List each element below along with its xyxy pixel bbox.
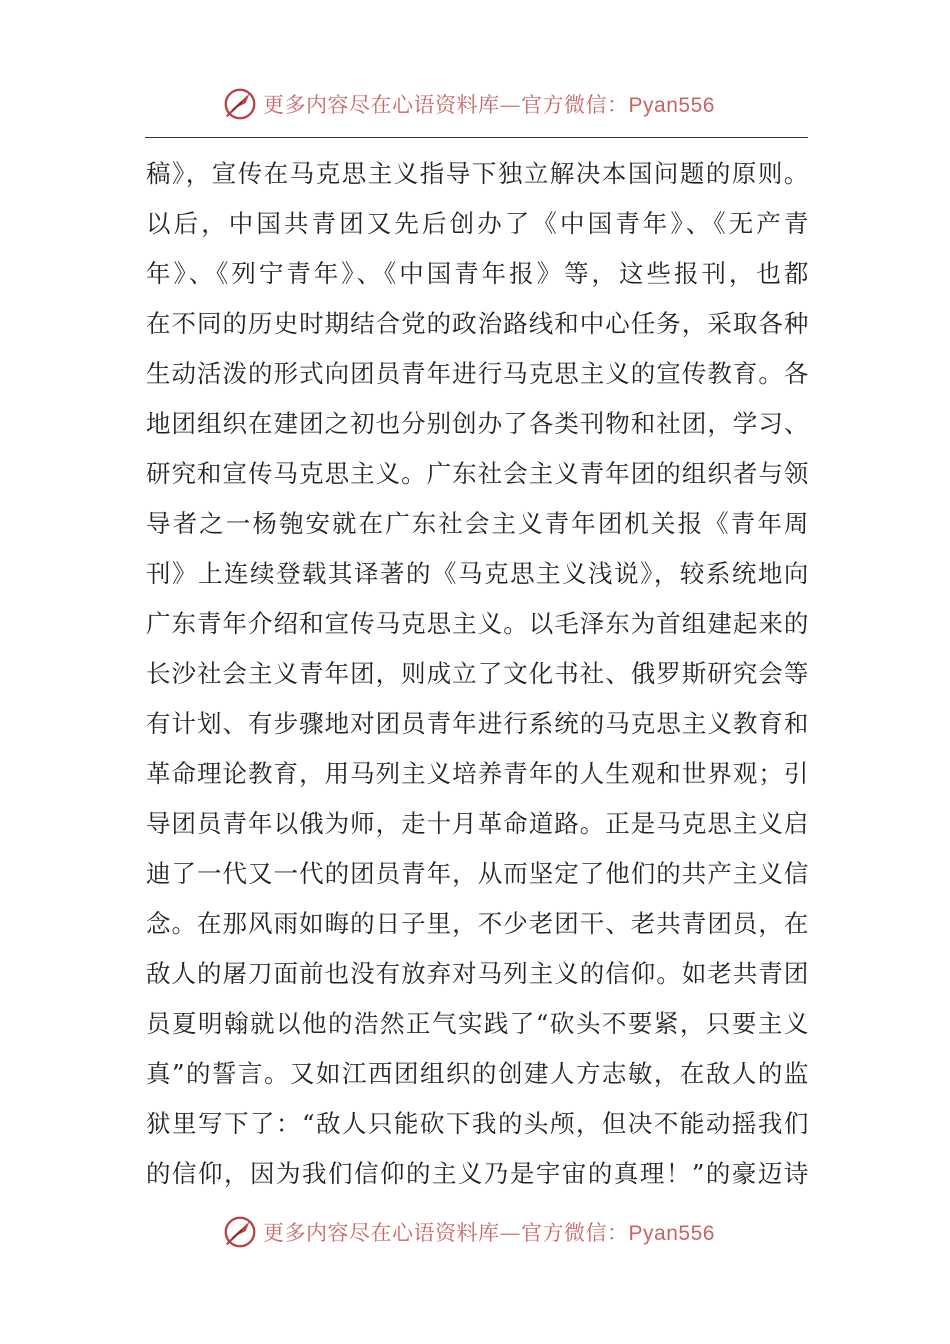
text-line: 敌人的屠刀面前也没有放弃对马列主义的信仰。如老共青团: [146, 959, 809, 988]
header-wechat-label: 官方微信：: [521, 93, 629, 117]
text-line: 长沙社会主义青年团，则成立了文化书社、俄罗斯研究会等: [146, 659, 809, 688]
text-line: 真”的誓言。又如江西团组织的创建人方志敏，在敌人的监: [146, 1059, 809, 1088]
text-line: 刊》上连续登载其译著的《马克思主义浅说》，较系统地向: [146, 559, 809, 588]
footer-wechat-id: Pyan556: [628, 1222, 715, 1245]
quill-logo-icon: [221, 1213, 259, 1251]
text-line: 广东青年介绍和宣传马克思主义。以毛泽东为首组建起来的: [146, 609, 809, 638]
text-line: 念。在那风雨如晦的日子里，不少老团干、老共青团员，在: [146, 909, 809, 938]
text-line: 迪了一代又一代的团员青年，从而坚定了他们的共产主义信: [146, 859, 809, 888]
text-line: 以后，中国共青团又先后创办了《中国青年》、《无产青: [146, 209, 809, 238]
text-line: 研究和宣传马克思主义。广东社会主义青年团的组织者与领: [146, 459, 809, 488]
text-line: 员夏明翰就以他的浩然正气实践了“砍头不要紧，只要主义: [146, 1009, 809, 1038]
text-line: 的信仰，因为我们信仰的主义乃是宇宙的真理！”的豪迈诗: [146, 1159, 809, 1188]
footer-wechat-label: 官方微信：: [521, 1221, 629, 1245]
text-line: 革命理论教育，用马列主义培养青年的人生观和世界观；引: [146, 759, 809, 788]
header-separator: —: [499, 93, 522, 117]
quill-logo-icon: [221, 85, 259, 123]
header-site-text: 更多内容尽在心语资料库: [263, 93, 500, 117]
footer-banner: [0, 1210, 950, 1254]
footer-separator: —: [499, 1221, 522, 1245]
text-line: 生动活泼的形式向团员青年进行马克思主义的宣传教育。各: [146, 359, 809, 388]
text-line: 有计划、有步骤地对团员青年进行系统的马克思主义教育和: [146, 709, 809, 738]
text-line: 稿》，宣传在马克思主义指导下独立解决本国问题的原则。: [146, 159, 809, 188]
text-line: 狱里写下了：“敌人只能砍下我的头颅，但决不能动摇我们: [146, 1109, 809, 1138]
text-line: 导者之一杨匏安就在广东社会主义青年团机关报《青年周: [146, 509, 809, 538]
text-line: 地团组织在建团之初也分别创办了各类刊物和社团，学习、: [146, 409, 809, 438]
document-body: [146, 149, 809, 1199]
text-line: 导团员青年以俄为师，走十月革命道路。正是马克思主义启: [146, 809, 809, 838]
text-line: 年》、《列宁青年》、《中国青年报》等，这些报刊，也都: [146, 259, 809, 288]
header-banner: [0, 82, 950, 126]
header-divider: [145, 137, 808, 138]
footer-site-text: 更多内容尽在心语资料库: [263, 1221, 500, 1245]
header-wechat-id: Pyan556: [628, 94, 715, 117]
text-line: 在不同的历史时期结合党的政治路线和中心任务，采取各种: [146, 309, 809, 338]
